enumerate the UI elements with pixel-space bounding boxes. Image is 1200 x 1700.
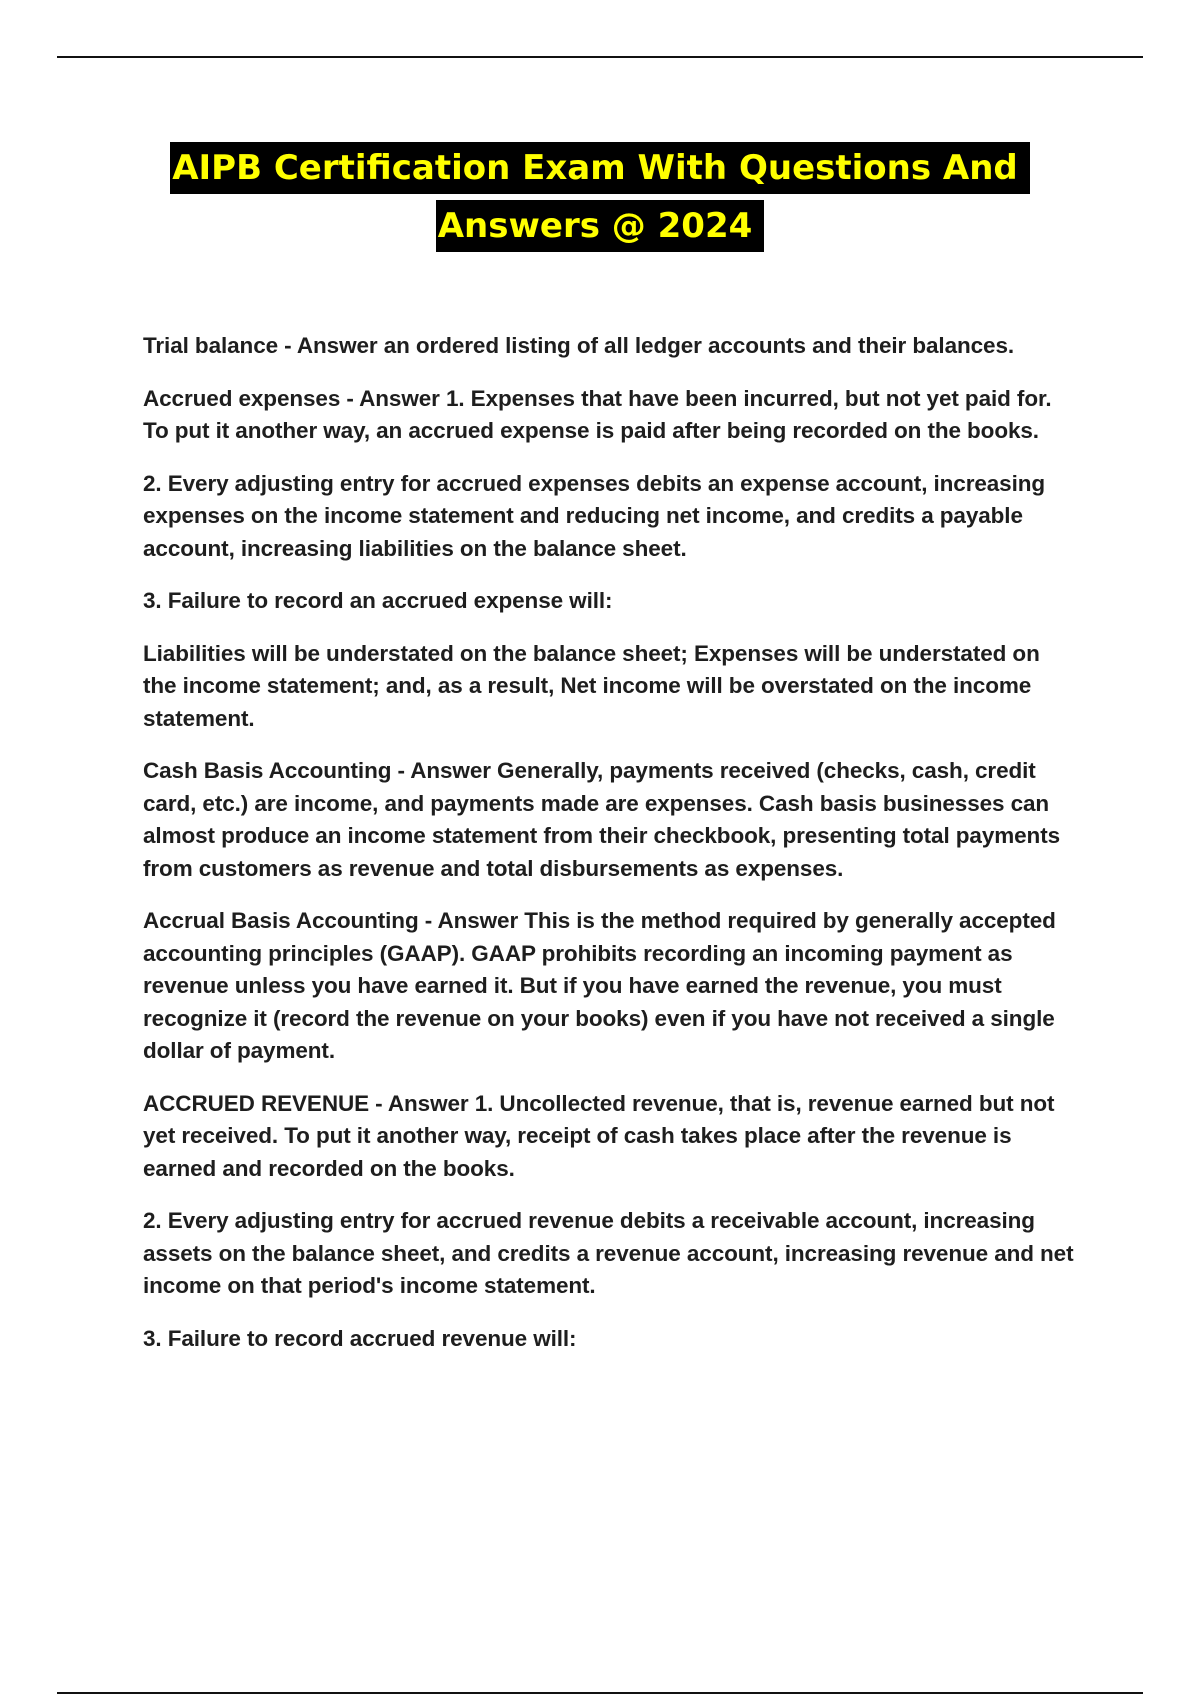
header-rule bbox=[57, 56, 1143, 58]
title-line-2: Answers @ 2024 bbox=[436, 200, 765, 252]
paragraph-accrued-expenses-2: 2. Every adjusting entry for accrued expenses debits an expense account, increasing expenses on the income statement and reducing net income, and credits a payable account, increasing liabilities on the balance sheet. bbox=[143, 470, 1046, 561]
paragraph-accrued-expenses-3: 3. Failure to record an accrued expense will: bbox=[143, 588, 613, 613]
document-title bbox=[0, 142, 1200, 252]
footer-rule bbox=[57, 1692, 1143, 1694]
title-line-1: AIPB Certification Exam With Questions And bbox=[170, 142, 1030, 194]
paragraph-accrued-revenue-2: 2. Every adjusting entry for accrued revenue debits a receivable account, increasing assets on the balance sheet, and credits a revenue account, increasing revenue and net income on that period's income statement. bbox=[143, 1208, 1074, 1298]
paragraph-accrued-expenses: Accrued expenses - Answer 1. Expenses that have been incurred, but not yet paid for. To put it another way, an accrued expense is paid after being recorded on the books. bbox=[143, 385, 1052, 443]
document-body bbox=[143, 330, 1078, 1375]
paragraph-cash-basis: Cash Basis Accounting - Answer Generally, payments received (checks, cash, credit card, etc.) are income, and payments made are expenses. Cash basis businesses can almost produce an income statement from their checkbook, presenting total payments from customers as revenue and total disbursements as expenses. bbox=[143, 758, 1061, 881]
paragraph-accrued-revenue-3: 3. Failure to record accrued revenue will: bbox=[143, 1325, 577, 1351]
paragraph-accrued-revenue: ACCRUED REVENUE - Answer 1. Uncollected revenue, that is, revenue earned but not yet received. To put it another way, receipt of cash takes place after the revenue is earned and recorded on the books. bbox=[143, 1090, 1055, 1181]
paragraph-trial-balance: Trial balance - Answer an ordered listing of all ledger accounts and their balances. bbox=[143, 333, 1015, 358]
paragraph-accrual-basis: Accrual Basis Accounting - Answer This is the method required by generally accepted accounting principles (GAAP). GAAP prohibits recording an incoming payment as revenue unless you have earned it. But if you have earned the revenue, you must recognize it (record the revenue on your books) even if you have not received a single dollar of payment. bbox=[143, 908, 1056, 1063]
paragraph-liabilities: Liabilities will be understated on the balance sheet; Expenses will be understated on the income statement; and, as a result, Net income will be overstated on the income statement. bbox=[143, 640, 1040, 731]
